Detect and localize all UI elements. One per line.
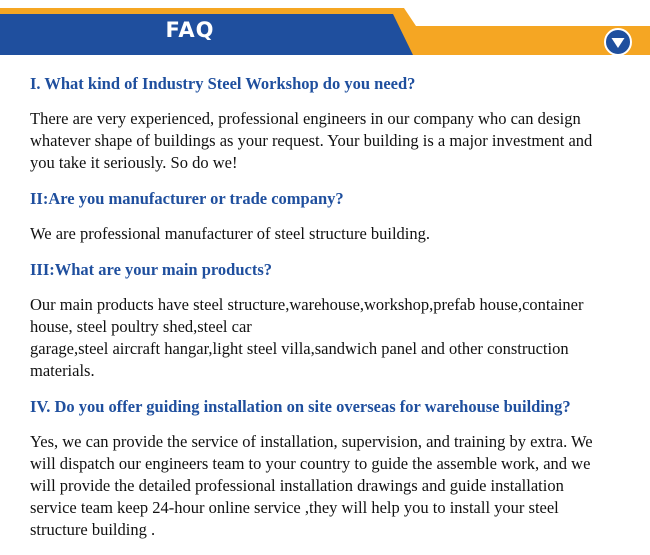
faq-answer-line: We are professional manufacturer of steel structure building. <box>30 224 431 243</box>
faq-answer-line: house, steel poultry shed,steel car <box>30 317 252 336</box>
faq-answer-line: whatever shape of buildings as your request. Your building is a major investment and <box>30 131 593 150</box>
chevron-down-icon <box>604 28 632 56</box>
faq-question: II:Are you manufacturer or trade company? <box>30 189 344 208</box>
faq-item <box>30 73 630 174</box>
faq-item <box>30 396 630 541</box>
faq-question: III:What are your main products? <box>30 260 273 279</box>
faq-banner <box>0 0 650 55</box>
faq-question: I. What kind of Industry Steel Workshop do you need? <box>30 74 416 93</box>
faq-list <box>30 73 630 541</box>
faq-answer-line: garage,steel aircraft hangar,light steel villa,sandwich panel and other construction <box>30 339 569 358</box>
faq-toggle-button[interactable] <box>604 28 632 56</box>
faq-answer-line: structure building . <box>30 520 156 539</box>
faq-item <box>30 259 630 382</box>
faq-answer-line: will dispatch our engineers team to your country to guide the assemble work, and we <box>30 454 591 473</box>
faq-item <box>30 188 630 245</box>
faq-answer-line: service team keep 24-hour online service ,they will help you to install your steel <box>30 498 559 517</box>
faq-title: FAQ <box>165 18 215 42</box>
faq-answer-line: materials. <box>30 361 95 380</box>
faq-answer-line: Our main products have steel structure,warehouse,workshop,prefab house,container <box>30 295 584 314</box>
faq-answer-line: Yes, we can provide the service of installation, supervision, and training by extra. We <box>30 432 593 451</box>
faq-answer-line: you take it seriously. So do we! <box>30 153 238 172</box>
faq-answer-line: will provide the detailed professional installation drawings and guide installation <box>30 476 564 495</box>
faq-question: IV. Do you offer guiding installation on site overseas for warehouse building? <box>30 397 571 416</box>
faq-answer-line: There are very experienced, professional engineers in our company who can design <box>30 109 581 128</box>
